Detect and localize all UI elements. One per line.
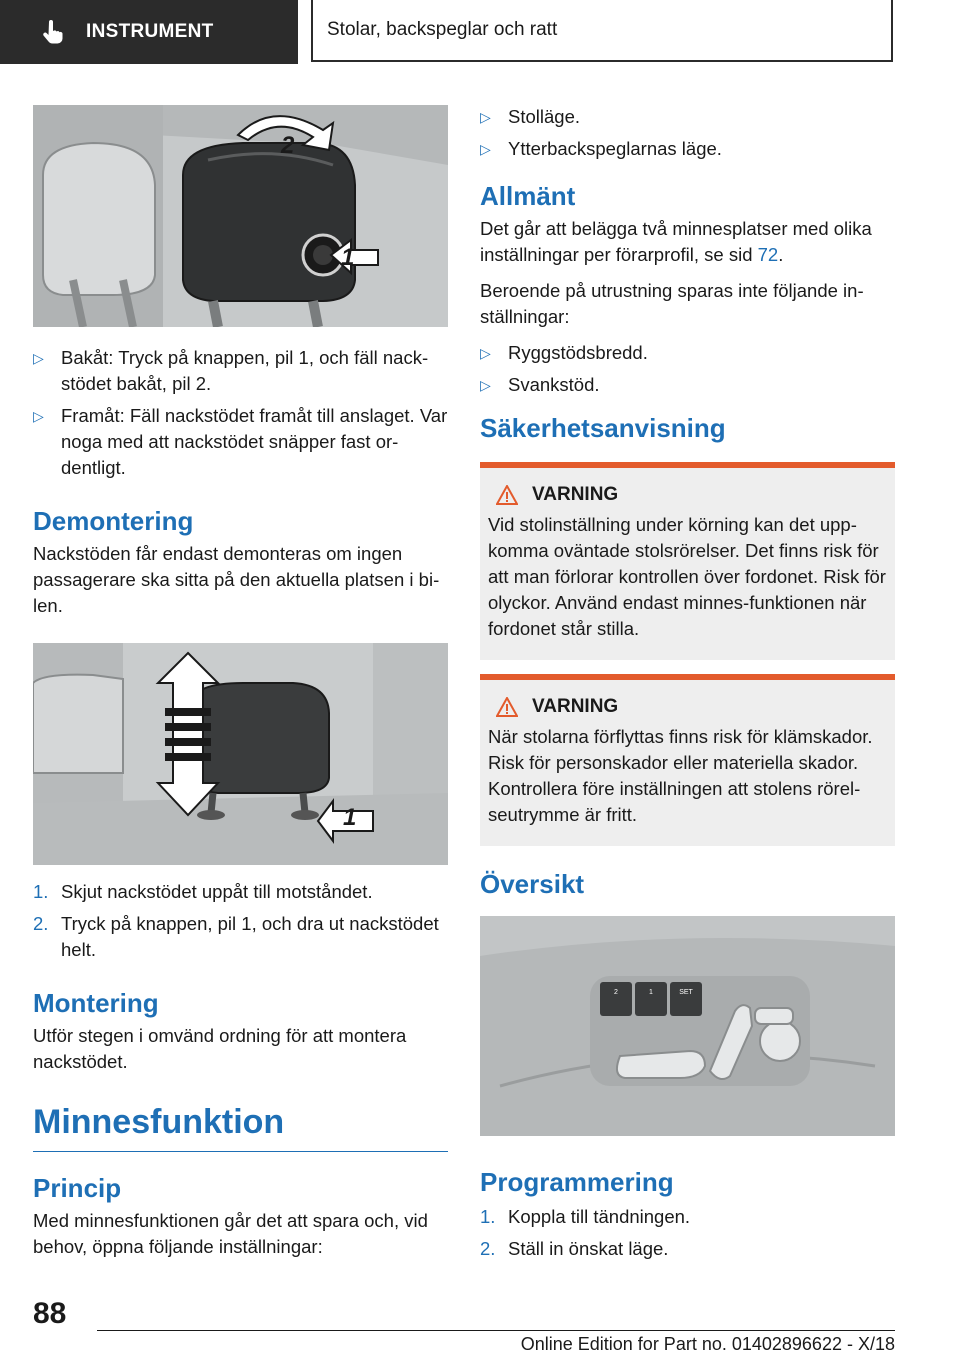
memory-button-1: 1 [649,989,653,996]
chapter-title: Stolar, backspeglar och ratt [311,0,893,62]
section-tab [0,0,298,64]
montering-text: Utför stegen i omvänd ordning för att montera nackstödet. [33,1025,407,1072]
princip-text: Med minnesfunktionen går det att spara och, vid behov, öppna följande inställningar: [33,1210,428,1257]
headrest-tilt-figure [33,105,448,327]
seat-controls-figure [480,916,895,1136]
list-item: ▷ Stolläge. [480,106,580,127]
memory-settings-list [480,104,895,162]
heading-princip: Princip [33,1173,122,1203]
heading-minnesfunktion: Minnesfunktion [33,1103,285,1141]
page-number: 88 [33,1297,67,1330]
list-item: ▷ Ytterbackspeglarnas läge. [480,138,722,159]
list-item: ▷ Bakåt: Tryck på knappen, pil 1, och fäll nackstödet bakåt, pil 2. [33,347,429,394]
list-item: ▷ Framåt: Fäll nackstödet framåt till anslaget. Var noga med att nackstödet snäpper fast ordentligt. [33,405,448,478]
section-label: INSTRUMENT [86,21,214,42]
memory-button-2: 2 [614,989,618,996]
arrow-1-label: 1 [343,804,357,831]
edition-text: Online Edition for Part no. 01402896622 - X/18 [520,1334,895,1354]
list-item: 2. Tryck på knappen, pil 1, och dra ut nackstödet helt. [33,913,439,960]
list-item: 2. Ställ in önskat läge. [480,1238,669,1259]
allmant-text: Det går att belägga två minnesplatser med olika inställningar per förarprofil, se sid 72. [480,218,872,265]
page-link[interactable]: 72 [757,244,779,265]
programming-steps [480,1204,895,1262]
memory-button-set: SET [679,989,693,996]
warning-text: Vid stolinställning under körning kan det uppkomma oväntade stolsrörelser. Det finns risk för att man förlorar kontrollen över fordonet. Risk för olyckor. Använd endast minnes-funktionen när fordonet står stilla. [488,514,886,639]
heading-allmant: Allmänt [480,181,576,211]
warning-title: VARNING [532,696,619,717]
removal-steps [33,879,448,963]
heading-programmering: Programmering [480,1167,674,1197]
heading-safety: Säkerhetsanvisning [480,413,726,443]
right-column [480,104,895,1268]
minnesfunktion-section [33,1101,448,1152]
headrest-tilt-list [33,345,448,481]
list-item: 1. Koppla till tändningen. [480,1206,691,1227]
left-column [33,105,448,1260]
warning-triangle-icon [496,697,518,717]
heading-montering: Montering [33,988,159,1018]
list-item: ▷ Ryggstödsbredd. [480,342,648,363]
allmant-text-2: Beroende på utrustning sparas inte följande inställningar: [480,280,864,327]
list-item: 1. Skjut nackstödet uppåt till motståndet. [33,881,373,902]
list-item: ▷ Svankstöd. [480,374,600,395]
heading-demontering: Demontering [33,506,194,536]
headrest-removal-figure [33,643,448,865]
demontering-text: Nackstöden får endast demonteras om ingen passagerare ska sitta på den aktuella platsen i bilen. [33,543,440,616]
footer-divider [97,1330,895,1331]
hand-pointer-icon [40,19,66,45]
warning-text: När stolarna förflyttas finns risk för klämskador. Risk för personskador eller materiella skador. Kontrollera före inställningen att stolens rörelseutrymme är fritt. [488,726,873,825]
heading-oversikt: Översikt [480,869,585,899]
warning-triangle-icon [496,485,518,505]
arrow-2-label: 2 [281,132,295,159]
arrow-1-label: 1 [341,244,355,271]
excluded-settings-list [480,340,895,398]
warning-title: VARNING [532,484,619,505]
page-header [0,0,960,66]
warning-box [480,462,895,660]
warning-box [480,674,895,846]
